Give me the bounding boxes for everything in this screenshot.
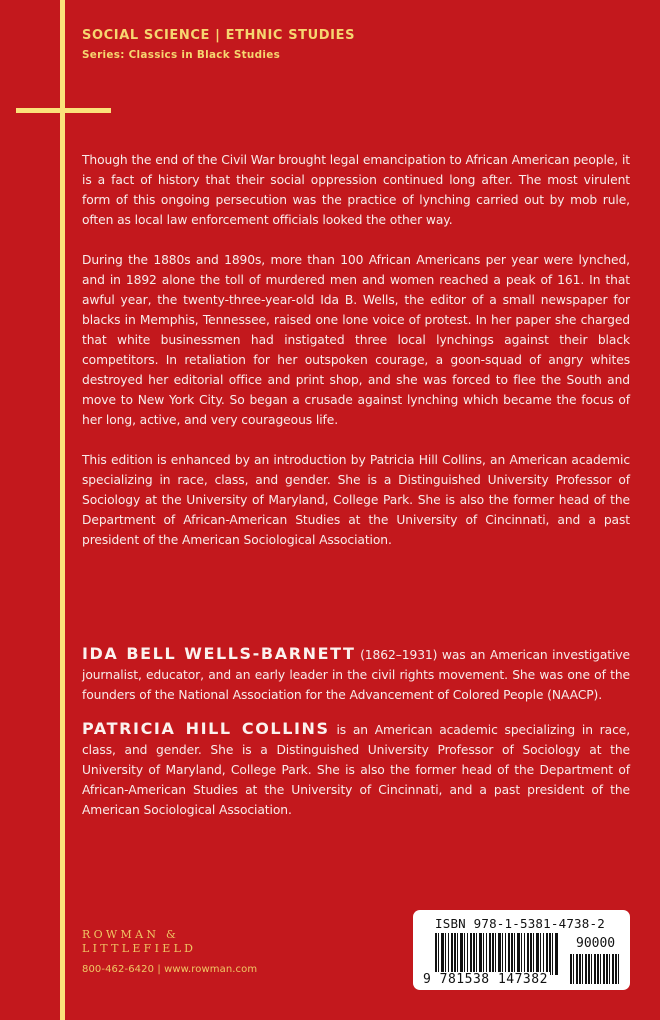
price-code: 90000 — [576, 936, 616, 951]
author-name: IDA BELL WELLS-BARNETT — [82, 644, 356, 663]
publisher-logo-line2: LITTLEFIELD — [82, 942, 197, 955]
author-bio-text: (1862–1931) was an American investigative journalist, educator, and an early leader in the civil rights movement. She was one of the founders of the National Association for the Advancement of Colored People (NAACP). — [82, 648, 630, 702]
author-bio-collins — [82, 719, 630, 820]
publisher-logo-line1: ROWMAN & — [82, 928, 180, 941]
author-name: PATRICIA HILL COLLINS — [82, 719, 330, 738]
author-bio-wells — [82, 644, 630, 705]
category-header — [82, 28, 355, 63]
description-paragraph: During the 1880s and 1890s, more than 100 African Americans per year were lynched, and in 1892 alone the toll of murdered men and women reached a peak of 161. In that awful year, the twenty-three-year-old Ida B. Wells, the editor of a small newspaper for blacks in Memphis, Tennessee, raised one lone voice of protest. In her paper she charged that white businessmen had instigated three local lynchings against their black competitors. In retaliation for her outspoken courage, a goon-squad of angry whites destroyed her editorial office and print shop, and she was forced to flee the South and move to New York City. So began a crusade against lynching which became the focus of her long, active, and very courageous life. — [82, 253, 630, 427]
barcode-bars-icon — [435, 933, 559, 975]
ean-digits: 9 781538 147382 — [423, 972, 548, 987]
decorative-vertical-rule — [60, 0, 65, 1020]
addon-barcode-bars-icon — [570, 954, 620, 984]
isbn-label: ISBN 978-1-5381-4738-2 — [435, 916, 605, 931]
description-paragraph: Though the end of the Civil War brought legal emancipation to African American people, it is a fact of history that their social oppression continued long after. The most virulent form of this ongoing persecution was the practice of lynching carried out by mob rule, often as local law enforcement officials looked the other way. — [82, 153, 630, 227]
decorative-horizontal-rule — [16, 108, 111, 113]
book-description — [82, 150, 630, 570]
series-label: Series: Classics in Black Studies — [82, 49, 281, 61]
publisher-contact: 800-462-6420 | www.rowman.com — [82, 964, 258, 975]
description-paragraph: This edition is enhanced by an introduction by Patricia Hill Collins, an American academic specializing in race, class, and gender. She is a Distinguished University Professor of Sociology at the University of Maryland, College Park. She is also the former head of the Department of African-American Studies at the University of Cincinnati, and a past president of the American Sociological Association. — [82, 453, 630, 547]
author-bio-text: is an American academic specializing in race, class, and gender. She is a Distinguished University Professor of Sociology at the University of Maryland, College Park. She is also the former head of the Department of African-American Studies at the University of Cincinnati, and a past president of the American Sociological Association. — [82, 723, 631, 817]
author-bios — [82, 644, 630, 834]
publisher-block — [82, 928, 257, 975]
isbn-barcode — [413, 910, 630, 990]
category-label: SOCIAL SCIENCE | ETHNIC STUDIES — [82, 28, 356, 43]
